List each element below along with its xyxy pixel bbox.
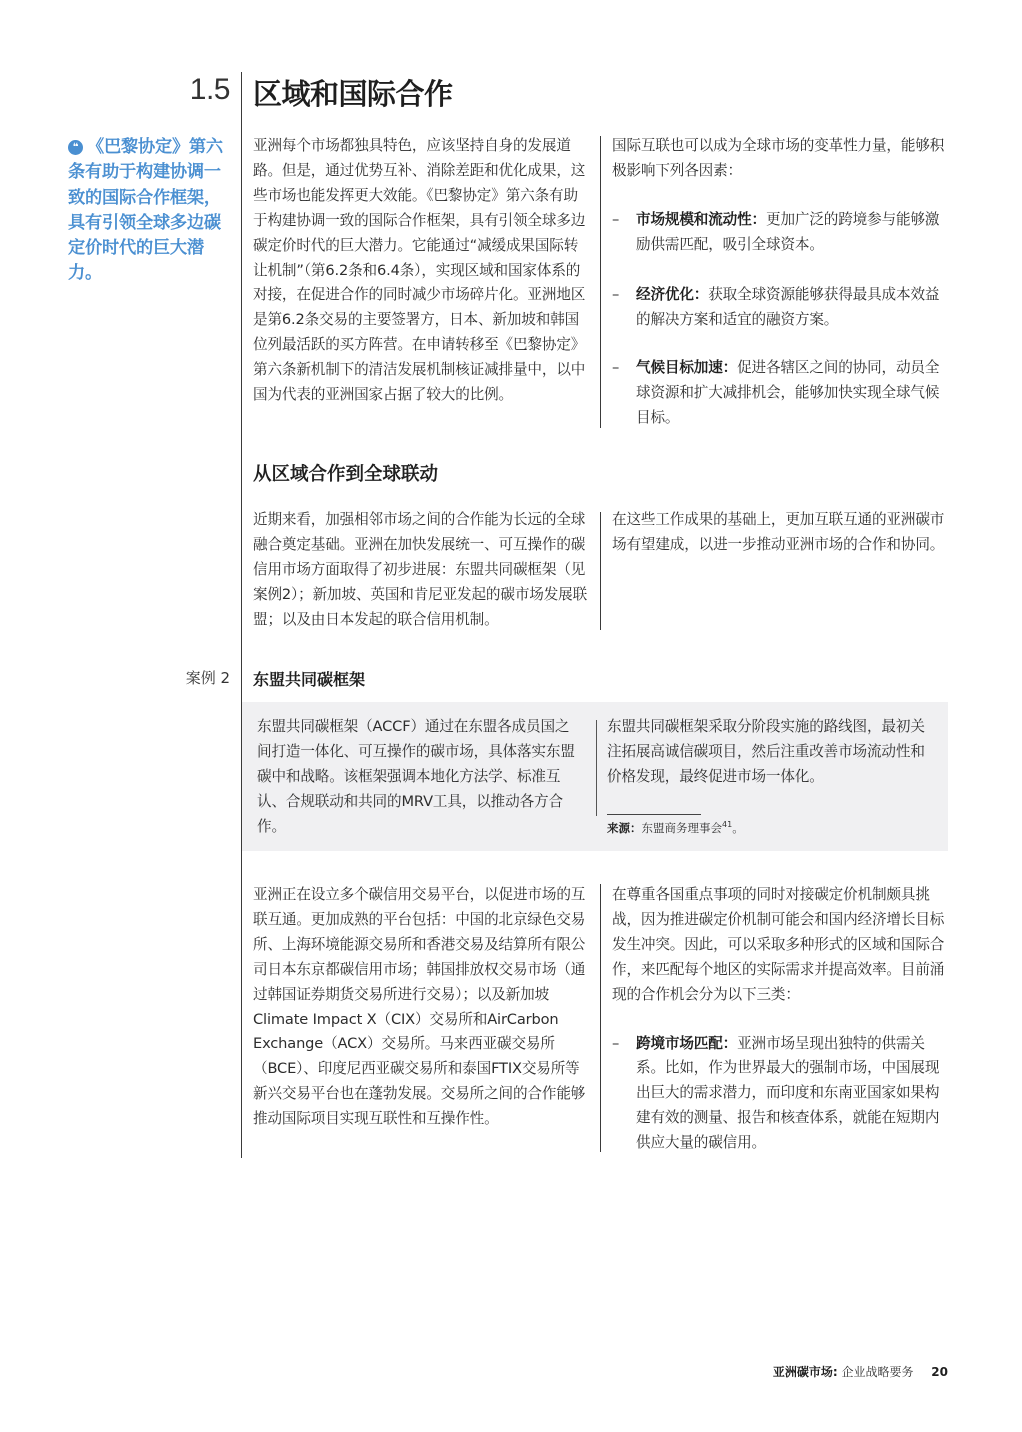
page-number: 20	[931, 1365, 948, 1379]
case-column-divider	[596, 720, 597, 816]
case-title: 东盟共同碳框架	[253, 670, 366, 689]
main-left-rule	[241, 72, 242, 1158]
bullet-dash: –	[612, 210, 620, 228]
bullet-item	[612, 1032, 948, 1157]
bullet-text: 亚洲市场呈现出独特的供需关系。比如，作为世界最大的强制市场，中国展现出巨大的需求潜力，而印度和东南亚国家如果构建有效的测量、报告和核查体系，就能在短期内供应大量的碳信用。	[636, 1034, 940, 1152]
regional-right-paragraph: 在这些工作成果的基础上，更加互联互通的亚洲碳市场有望建成，以进一步推动亚洲市场的合作和协同。	[612, 511, 945, 553]
case-label: 案例 2	[185, 669, 230, 687]
bullet-title: 跨境市场匹配：	[636, 1034, 738, 1052]
bullet-title: 经济优化：	[636, 285, 709, 303]
case-left-paragraph: 东盟共同碳框架（ACCF）通过在东盟各成员国之间打造一体化、可互操作的碳市场，具体落实东盟碳中和战略。该框架强调本地化方法学、标准互认、合规联动和共同的MRV工具，以推动各方合作。	[257, 718, 575, 835]
pull-quote-text: 《巴黎协定》第六条有助于构建协调一致的国际合作框架，具有引领全球多边碳定价时代的巨大潜力。	[68, 137, 223, 284]
bullet-title: 市场规模和流动性：	[636, 210, 766, 228]
subsection-heading: 从区域合作到全球联动	[253, 464, 439, 485]
bullet-item	[612, 208, 948, 258]
intro-right-column	[612, 134, 948, 431]
source-end: 。	[732, 821, 744, 835]
pull-quote	[68, 135, 234, 287]
exchanges-column-divider	[600, 884, 601, 1152]
bullet-text: 获取全球资源能够获得最具成本效益的解决方案和适宜的融资方案。	[636, 285, 940, 328]
bullet-text: 更加广泛的跨境参与能够激励供需匹配，吸引全球资本。	[636, 210, 940, 253]
bullet-dash: –	[612, 1034, 620, 1052]
footer-subtitle: 企业战略要务	[837, 1365, 914, 1379]
bullet-item	[612, 356, 948, 431]
exchanges-right-column	[612, 883, 948, 1156]
bullet-dash: –	[612, 359, 620, 377]
section-title: 区域和国际合作	[253, 77, 453, 111]
source-text: 东盟商务理事会	[641, 821, 722, 835]
exchanges-left-paragraph: 亚洲正在设立多个碳信用交易平台，以促进市场的互联互通。更加成熟的平台包括：中国的北京绿色交易所、上海环境能源交易所和香港交易及结算所有限公司日本东京都碳信用市场；韩国排放权交易市场（通过韩国证券期货交易所进行交易）；以及新加坡Climate Impact X（CIX）交易所和AirCarbon Exchange（ACX）交易所。马来西亚碳交易所（BCE）、印度尼西亚碳交易所和泰国FTIX交易所等新兴交易平台也在蓬勃发展。交易所之间的合作能够推动国际项目实现互联性和互操作性。	[253, 886, 586, 1128]
quote-icon: ❝	[68, 140, 83, 155]
bullet-text: 促进各辖区之间的协同，动员全球资源和扩大减排机会，能够加快实现全球气候目标。	[636, 359, 940, 427]
page-footer	[773, 1363, 948, 1380]
section-number: 1.5	[189, 73, 230, 106]
source-ref: 41	[722, 820, 733, 830]
source-rule	[607, 814, 701, 815]
regional-column-divider	[600, 512, 601, 630]
exchanges-right-paragraph: 在尊重各国重点事项的同时对接碳定价机制颇具挑战，因为推进碳定价机制可能会和国内经济增长目标发生冲突。因此，可以采取多种形式的区域和国际合作，来匹配每个地区的实际需求并提高效率。目前涌现的合作机会分为以下三类：	[612, 886, 945, 1003]
bullet-item	[612, 283, 948, 333]
intro-column-divider	[600, 136, 601, 428]
intro-left-paragraph: 亚洲每个市场都独具特色，应该坚持自身的发展道路。但是，通过优势互补、消除差距和优化成果，这些市场也能发挥更大效能。《巴黎协定》第六条有助于构建协调一致的国际合作框架，具有引领全球多边碳定价时代的巨大潜力。它能通过“减缓成果国际转让机制”（第6.2条和6.4条），实现区域和国家体系的对接，在促进合作的同时减少市场碎片化。亚洲地区是第6.2条交易的主要签署方，日本、新加坡和韩国位列最活跃的买方阵营。在申请转移至《巴黎协定》第六条新机制下的清洁发展机制核证减排量中，以中国为代表的亚洲国家占据了较大的比例。	[253, 137, 586, 404]
intro-right-paragraph: 国际互联也可以成为全球市场的变革性力量，能够积极影响下列各因素：	[612, 137, 945, 179]
bullet-dash: –	[612, 285, 620, 303]
case-source	[607, 820, 744, 836]
bullet-title: 气候目标加速：	[636, 359, 738, 377]
footer-publication: 亚洲碳市场:	[772, 1365, 838, 1379]
case-right-paragraph: 东盟共同碳框架采取分阶段实施的路线图，最初关注拓展高诚信碳项目，然后注重改善市场流动性和价格发现，最终促进市场一体化。	[607, 718, 925, 785]
regional-left-paragraph: 近期来看，加强相邻市场之间的合作能为长远的全球融合奠定基础。亚洲在加快发展统一、可互操作的碳信用市场方面取得了初步进展：东盟共同碳框架（见案例2）；新加坡、英国和肯尼亚发起的碳市场发展联盟；以及由日本发起的联合信用机制。	[253, 511, 588, 628]
source-label: 来源：	[607, 821, 642, 835]
